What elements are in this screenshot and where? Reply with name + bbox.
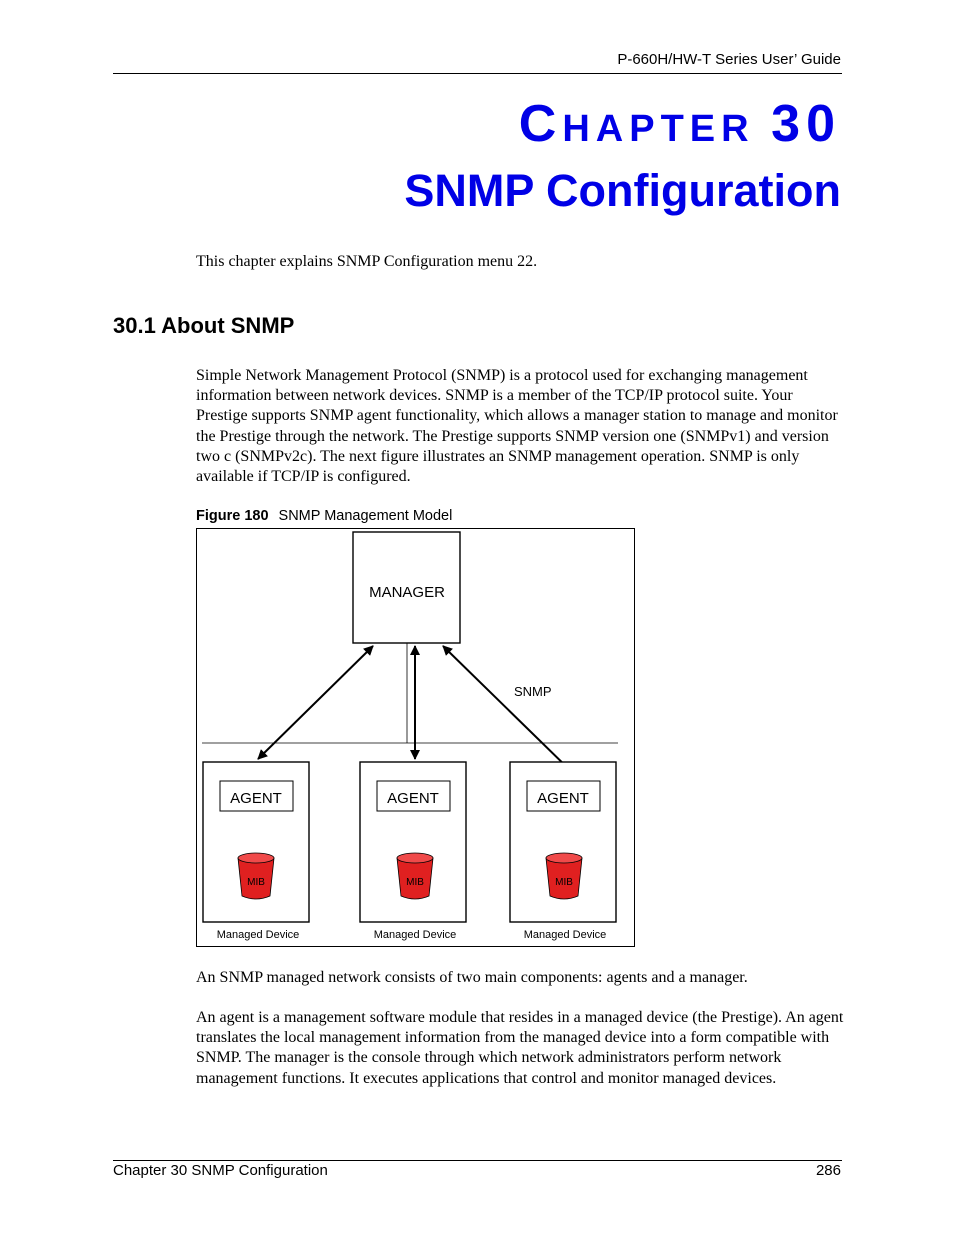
mib-bucket-icon (546, 853, 582, 899)
footer-divider (113, 1160, 842, 1161)
body-paragraph-2: An SNMP managed network consists of two main components: agents and a manager. (196, 969, 748, 986)
chapter-title: SNMP Configuration (404, 165, 841, 216)
device-label: Managed Device (373, 929, 457, 941)
chapter-number: 30 (771, 95, 841, 153)
manager-label: MANAGER (369, 584, 445, 601)
agent-label: AGENT (230, 790, 282, 807)
chapter-label (518, 95, 841, 153)
mib-label: MIB (247, 877, 265, 888)
figure-caption-text: SNMP Management Model (278, 508, 453, 524)
snmp-diagram (196, 528, 635, 947)
snmp-label: SNMP (514, 684, 552, 699)
figure-caption (196, 508, 452, 524)
footer-chapter-ref: Chapter 30 SNMP Configuration (113, 1162, 328, 1179)
figure-number: Figure 180 (196, 508, 269, 524)
chapter-label-rest: HAPTER (562, 108, 755, 150)
mib-bucket-icon (238, 853, 274, 899)
intro-paragraph: This chapter explains SNMP Configuration menu 22. (196, 253, 538, 270)
page-number: 286 (815, 1162, 841, 1179)
agent-label: AGENT (537, 790, 589, 807)
header-divider (113, 73, 842, 74)
device-label: Managed Device (216, 929, 300, 941)
device-label: Managed Device (523, 929, 607, 941)
snmp-arrow-left (258, 646, 373, 759)
snmp-arrow-right (443, 646, 577, 777)
body-paragraph-1: Simple Network Management Protocol (SNMP) is a protocol used for exchanging management information between network devices. SNMP is a member of the TCP/IP protocol suite. Your Prestige supports SNMP agent functionality, which allows a manager station to manage and monitor the Prestige through the network. The Prestige supports SNMP version one (SNMPv1) and version two c (SNMPv2c). The next figure illustrates an SNMP management operation. SNMP is only available if TCP/IP is configured. (196, 367, 838, 486)
section-heading: 30.1 About SNMP (113, 313, 295, 338)
chapter-label-initial: C (518, 95, 563, 153)
mib-label: MIB (555, 877, 573, 888)
guide-title: P-660H/HW-T Series User’ Guide (617, 51, 841, 68)
mib-label: MIB (406, 877, 424, 888)
mib-bucket-icon (397, 853, 433, 899)
agent-label: AGENT (387, 790, 439, 807)
body-paragraph-3: An agent is a management software module that resides in a managed device (the Prestige). An agent translates the local management information from the managed device into a form compatible with SNMP. The manager is the console through which network administrators perform network management functions. It executes applications that control and monitor managed devices. (196, 1009, 844, 1087)
